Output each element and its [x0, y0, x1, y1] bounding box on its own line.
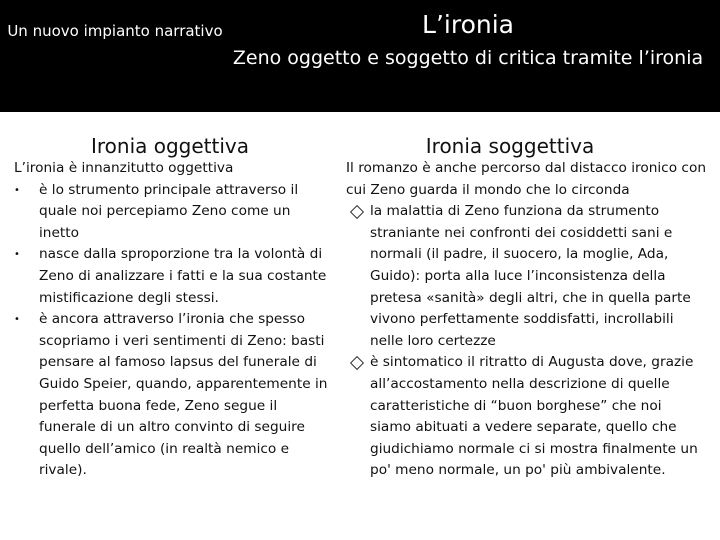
left-column-heading: Ironia oggettiva [90, 134, 250, 158]
right-intro: Il romanzo è anche percorso dal distacco ironico con cui Zeno guarda il mondo che lo circonda [346, 160, 707, 198]
list-item [14, 180, 332, 245]
list-item-text: è sintomatico il ritratto di Augusta dove, grazie all’accostamento nella descrizione di quelle caratteristiche di “buon borghese” che noi siamo abituati a vedere separate, quello che giudichiamo normale ci si mostra finalmente un po' meno normale, un po' più ambivalente. [370, 354, 698, 479]
list-item [14, 244, 332, 309]
section-label: Un nuovo impianto narrativo [7, 22, 223, 40]
list-item-text: è lo strumento principale attraverso il quale noi percepiamo Zeno come un inetto [39, 181, 299, 241]
right-column [346, 158, 706, 482]
diamond-outline-icon [350, 356, 364, 370]
list-item [346, 352, 706, 482]
list-item [14, 309, 332, 482]
diamond-outline-icon [350, 205, 364, 219]
right-column-heading: Ironia soggettiva [425, 134, 595, 158]
title-box [232, 0, 720, 112]
list-item-text: nasce dalla sproporzione tra la volontà di Zeno di analizzare i fatti e la sua costante mistificazione degli stessi. [39, 246, 327, 306]
left-intro: L’ironia è innanzitutto oggettiva [14, 160, 234, 176]
bullet-dot-icon: • [14, 184, 20, 196]
bullet-dot-icon: • [14, 314, 20, 326]
left-column [14, 158, 332, 482]
right-bullet-list [346, 201, 706, 482]
list-item [346, 201, 706, 352]
left-bullet-list [14, 180, 332, 482]
slide-title: L’ironia [422, 10, 514, 39]
section-label-box [0, 0, 230, 112]
list-item-text: è ancora attraverso l’ironia che spesso scopriamo i veri sentimenti di Zeno: basti pensare al famoso lapsus del funerale di Guido Speier, quando, apparentemente in perfetta buona fede, Zeno segue il funerale di un altro convinto di seguire quello dell’amico (in realtà nemico e rivale). [39, 311, 328, 479]
bullet-dot-icon: • [14, 249, 20, 261]
list-item-text: la malattia di Zeno funziona da strumento straniante nei confronti dei cosiddetti sani e normali (il padre, il suocero, la moglie, Ada, Guido): porta alla luce l’inconsistenza della pretesa «sanità» degli altri, che in quella parte vivono perfettamente soddisfatti, incrollabili nelle loro certezze [370, 203, 691, 349]
slide-subtitle: Zeno oggetto e soggetto di critica tramite l’ironia [232, 47, 704, 69]
